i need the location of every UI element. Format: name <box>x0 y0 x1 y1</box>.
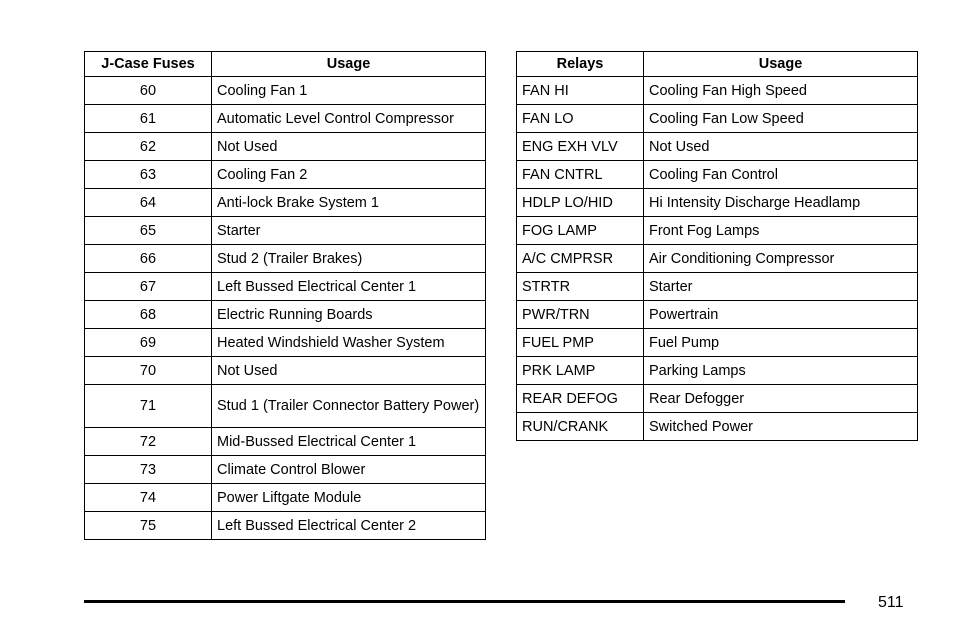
table-row <box>85 77 486 105</box>
table-row <box>517 329 918 357</box>
table-row <box>517 245 918 273</box>
table-row <box>517 301 918 329</box>
table-row <box>85 512 486 540</box>
table-row <box>517 161 918 189</box>
fuse-usage: Electric Running Boards <box>212 301 486 329</box>
fuse-usage: Climate Control Blower <box>212 456 486 484</box>
table-row <box>517 133 918 161</box>
relay-name: FAN HI <box>517 77 644 105</box>
fuse-usage: Heated Windshield Washer System <box>212 329 486 357</box>
table-row <box>85 133 486 161</box>
relay-usage: Cooling Fan Low Speed <box>644 105 918 133</box>
table-row <box>85 161 486 189</box>
footer-rule <box>84 600 845 603</box>
relay-usage: Fuel Pump <box>644 329 918 357</box>
relay-name: RUN/CRANK <box>517 413 644 441</box>
table-row <box>517 77 918 105</box>
fuse-usage: Stud 2 (Trailer Brakes) <box>212 245 486 273</box>
relay-usage: Air Conditioning Compressor <box>644 245 918 273</box>
relay-usage: Rear Defogger <box>644 385 918 413</box>
relay-name: FAN LO <box>517 105 644 133</box>
fuse-usage: Anti-lock Brake System 1 <box>212 189 486 217</box>
table-row <box>517 413 918 441</box>
fuse-number: 74 <box>85 484 212 512</box>
relay-table <box>516 51 918 441</box>
table-row <box>85 301 486 329</box>
relay-usage: Starter <box>644 273 918 301</box>
relay-usage: Powertrain <box>644 301 918 329</box>
fuse-number: 72 <box>85 428 212 456</box>
relay-usage: Front Fog Lamps <box>644 217 918 245</box>
fuse-usage: Automatic Level Control Compressor <box>212 105 486 133</box>
relay-name: REAR DEFOG <box>517 385 644 413</box>
fuse-usage: Cooling Fan 1 <box>212 77 486 105</box>
relay-name: HDLP LO/HID <box>517 189 644 217</box>
fuse-usage: Starter <box>212 217 486 245</box>
fuse-number: 71 <box>85 385 212 428</box>
fuse-usage: Cooling Fan 2 <box>212 161 486 189</box>
fuse-number: 67 <box>85 273 212 301</box>
table-row <box>85 273 486 301</box>
fuse-number: 60 <box>85 77 212 105</box>
table-header-row <box>85 52 486 77</box>
fuse-usage: Not Used <box>212 133 486 161</box>
table-row <box>85 105 486 133</box>
column-header-usage: Usage <box>644 52 918 77</box>
relay-name: A/C CMPRSR <box>517 245 644 273</box>
table-row <box>517 357 918 385</box>
fuse-number: 70 <box>85 357 212 385</box>
relay-usage: Hi Intensity Discharge Headlamp <box>644 189 918 217</box>
table-row <box>85 385 486 428</box>
fuse-number: 61 <box>85 105 212 133</box>
table-row <box>85 189 486 217</box>
column-header-relay: Relays <box>517 52 644 77</box>
fuse-usage: Not Used <box>212 357 486 385</box>
relay-name: FOG LAMP <box>517 217 644 245</box>
column-header-fuse: J-Case Fuses <box>85 52 212 77</box>
table-row <box>85 245 486 273</box>
relay-usage: Cooling Fan High Speed <box>644 77 918 105</box>
fuse-table <box>84 51 486 540</box>
fuse-usage: Left Bussed Electrical Center 2 <box>212 512 486 540</box>
table-row <box>85 329 486 357</box>
relay-name: FAN CNTRL <box>517 161 644 189</box>
table-row <box>85 456 486 484</box>
table-row <box>85 484 486 512</box>
fuse-number: 68 <box>85 301 212 329</box>
fuse-usage: Power Liftgate Module <box>212 484 486 512</box>
table-row <box>85 357 486 385</box>
fuse-number: 65 <box>85 217 212 245</box>
table-row <box>517 385 918 413</box>
fuse-number: 73 <box>85 456 212 484</box>
table-row <box>517 189 918 217</box>
fuse-usage: Mid-Bussed Electrical Center 1 <box>212 428 486 456</box>
relay-usage: Parking Lamps <box>644 357 918 385</box>
relay-usage: Not Used <box>644 133 918 161</box>
relay-usage: Switched Power <box>644 413 918 441</box>
relay-name: ENG EXH VLV <box>517 133 644 161</box>
table-row <box>517 217 918 245</box>
fuse-usage: Stud 1 (Trailer Connector Battery Power) <box>212 385 486 428</box>
fuse-number: 75 <box>85 512 212 540</box>
fuse-number: 69 <box>85 329 212 357</box>
fuse-usage: Left Bussed Electrical Center 1 <box>212 273 486 301</box>
table-row <box>85 428 486 456</box>
fuse-number: 64 <box>85 189 212 217</box>
fuse-number: 63 <box>85 161 212 189</box>
table-row <box>517 105 918 133</box>
table-row <box>85 217 486 245</box>
table-header-row <box>517 52 918 77</box>
fuse-number: 66 <box>85 245 212 273</box>
fuse-number: 62 <box>85 133 212 161</box>
relay-name: STRTR <box>517 273 644 301</box>
column-header-usage: Usage <box>212 52 486 77</box>
table-row <box>517 273 918 301</box>
relay-name: PWR/TRN <box>517 301 644 329</box>
relay-name: PRK LAMP <box>517 357 644 385</box>
relay-name: FUEL PMP <box>517 329 644 357</box>
page-number: 511 <box>878 594 904 611</box>
relay-usage: Cooling Fan Control <box>644 161 918 189</box>
